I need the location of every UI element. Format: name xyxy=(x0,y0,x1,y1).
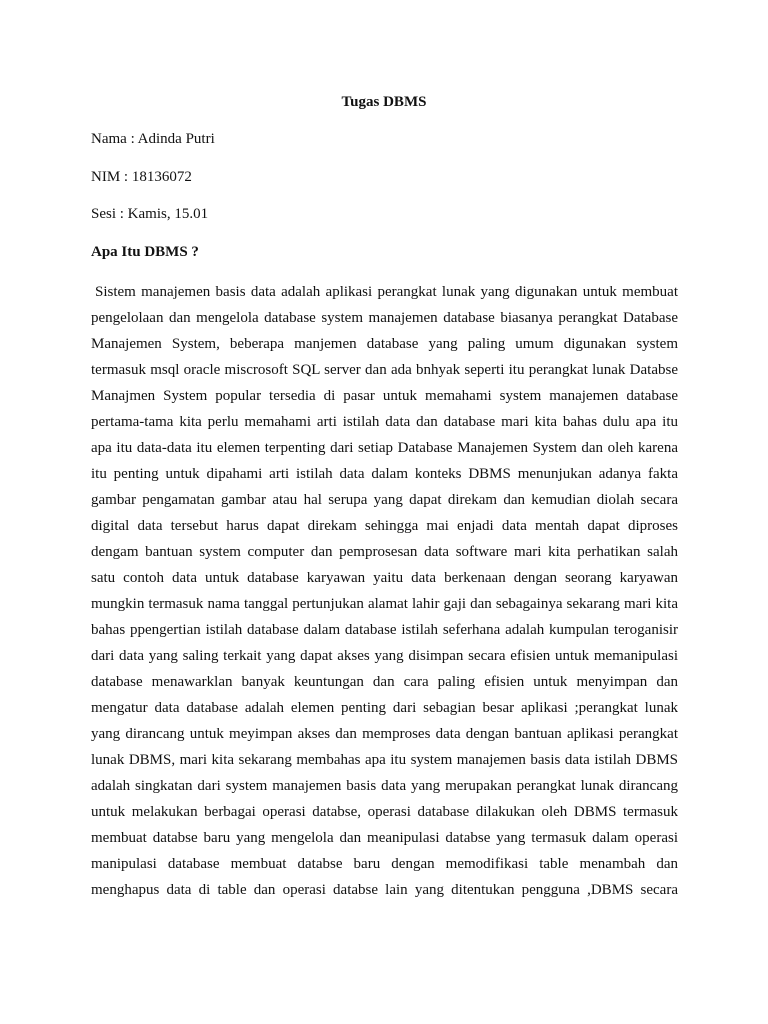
paragraph-line: Manajemen System, beberapa manjemen database yang paling umum digunakan system xyxy=(91,336,678,352)
paragraph-line: pertama-tama kita perlu memahami arti istilah data dan database mari kita bahas dulu apa itu xyxy=(91,414,678,430)
body-paragraph xyxy=(91,279,678,903)
paragraph-line: satu contoh data untuk database karyawan yaitu data berkenaan dengan seorang karyawan xyxy=(91,570,678,586)
paragraph-line: Sistem manajemen basis data adalah aplikasi perangkat lunak yang digunakan untuk membuat xyxy=(95,284,678,300)
paragraph-line: Manajmen System popular tersedia di pasar untuk memahami system manajemen database xyxy=(91,388,678,404)
paragraph-line: apa itu data-data itu elemen terpenting dari setiap Database Manajemen System dan oleh karena xyxy=(91,440,678,456)
paragraph-line: itu penting untuk dipahami arti istilah data dalam konteks DBMS menunjukan adanya fakta xyxy=(91,466,678,482)
paragraph-line: termasuk msql oracle miscrosoft SQL server dan ada bnhyak seperti itu perangkat lunak Databse xyxy=(91,362,678,378)
student-nim: NIM : 18136072 xyxy=(91,169,192,185)
document-title: Tugas DBMS xyxy=(341,94,427,110)
paragraph-line: dengam bantuan system computer dan pemprosesan data software mari kita perhatikan salah xyxy=(91,544,678,560)
paragraph-line: adalah singkatan dari system manajemen basis data yang merupakan perangkat lunak dirancang xyxy=(91,778,678,794)
paragraph-line: dari data yang saling terkait yang dapat akses yang disimpan secara efisien untuk memanipulasi xyxy=(91,648,678,664)
paragraph-line: pengelolaan dan mengelola database system manajemen database biasanya perangkat Database xyxy=(91,310,678,326)
paragraph-line: mengatur data database adalah elemen penting dari sebagian besar aplikasi ;perangkat lunak xyxy=(91,700,678,716)
paragraph-line: menghapus data di table dan operasi databse lain yang ditentukan pengguna ,DBMS secara xyxy=(91,882,678,898)
paragraph-line: bahas ppengertian istilah database dalam database istilah seferhana adalah kumpulan teroganisir xyxy=(91,622,678,638)
paragraph-line: membuat databse baru yang mengelola dan meanipulasi databse yang termasuk dalam operasi xyxy=(91,830,678,846)
paragraph-line: untuk melakukan berbagai operasi databse, operasi database dilakukan oleh DBMS termasuk xyxy=(91,804,678,820)
section-heading: Apa Itu DBMS ? xyxy=(91,244,199,260)
student-name: Nama : Adinda Putri xyxy=(91,131,215,147)
paragraph-line: manipulasi database membuat databse baru dengan memodifikasi table menambah dan xyxy=(91,856,678,872)
class-session: Sesi : Kamis, 15.01 xyxy=(91,206,209,222)
paragraph-line: mungkin termasuk nama tanggal pertunjukan alamat lahir gaji dan sebagainya sekarang mari kita xyxy=(91,596,678,612)
paragraph-line: gambar pengamatan gambar atau hal serupa yang dapat direkam dan kemudian diolah secara xyxy=(91,492,678,508)
paragraph-line: lunak DBMS, mari kita sekarang membahas apa itu system manajemen basis data istilah DBMS xyxy=(91,752,678,768)
paragraph-line: yang dirancang untuk meyimpan akses dan memproses data dengan bantuan aplikasi perangkat xyxy=(91,726,678,742)
paragraph-line: digital data tersebut harus dapat direkam sehingga mai enjadi data mentah dapat diproses xyxy=(91,518,678,534)
paragraph-line: database menawarklan banyak keuntungan dan cara paling efisien untuk menyimpan dan xyxy=(91,674,678,690)
